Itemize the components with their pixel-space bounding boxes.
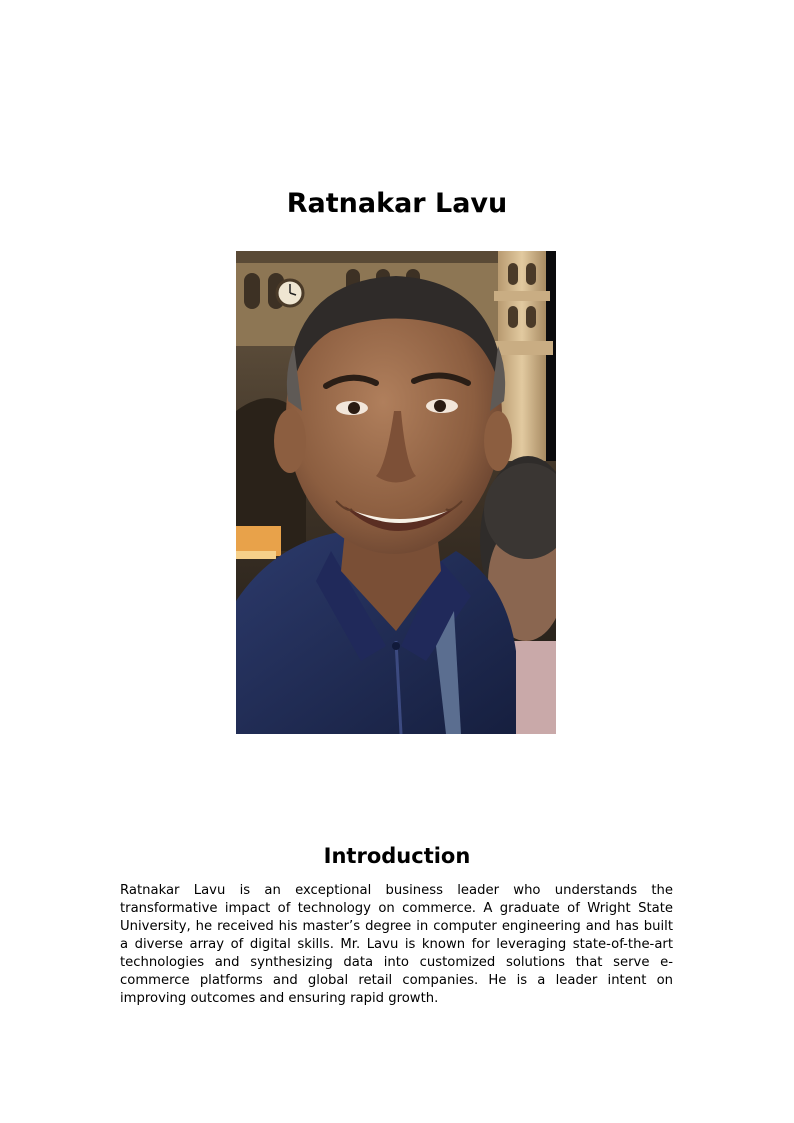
page-title: Ratnakar Lavu [286, 188, 508, 219]
introduction-heading: Introduction [323, 844, 471, 868]
person-portrait-icon [236, 251, 556, 734]
portrait-photo [236, 251, 556, 734]
introduction-paragraph: Ratnakar Lavu is an exceptional business leader who understands the transformative impact of technology on commerce. A graduate of Wright State University, he received his master’s degree in computer engineering and has built a diverse array of digital skills. Mr. Lavu is known for leveraging state-of-the-art technologies and synthesizing data into customized solutions that serve e-commerce platforms and global retail companies. He is a leader intent on improving outcomes and ensuring rapid growth. [120, 883, 673, 1006]
